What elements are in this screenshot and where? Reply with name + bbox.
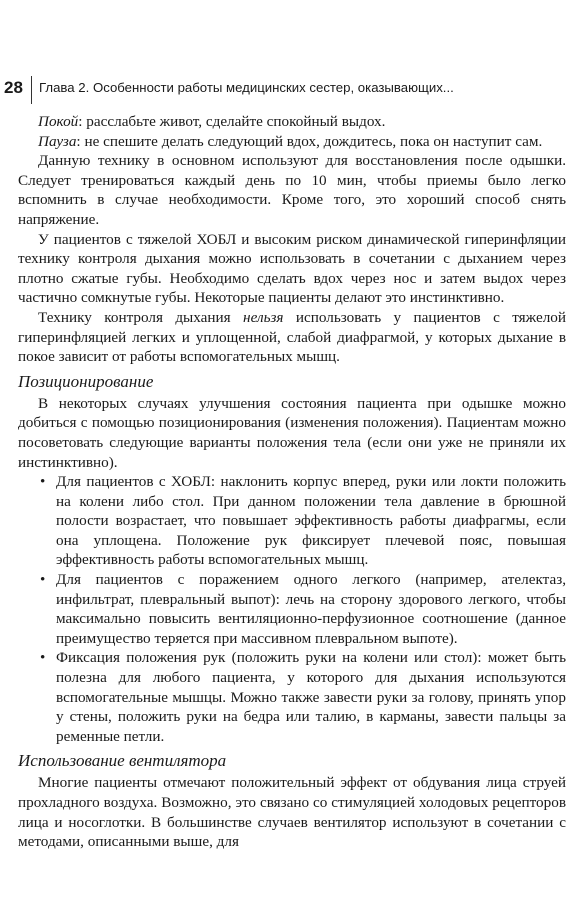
paragraph-contraindication: Технику контроля дыхания нельзя использовать у пациентов с тяжелой гиперинфляцией легких и уплощенной, слабой диафрагмой, у которых дыхание в покое зависит от работы вспомогательных мышц.	[18, 308, 566, 366]
bullet-marker: •	[40, 649, 46, 667]
paragraph-copd-patients: У пациентов с тяжелой ХОБЛ и высоким риском динамической гиперинфляции технику контроля дыхания можно использовать в сочетании с дыханием через плотно сжатые губы. Необходимо сделать вдох через нос и затем выдох через частично сомкнутые губы. Некоторые пациенты делают это инстинктивно.	[18, 230, 566, 307]
header-divider	[31, 76, 32, 104]
bullet-marker: •	[40, 473, 46, 491]
page-header	[0, 76, 572, 104]
text-calm: : расслабьте живот, сделайте спокойный выдох.	[78, 113, 386, 130]
list-item: • Для пациентов с ХОБЛ: наклонить корпус вперед, руки или локти положить на колени либо стол. При данном положении тела давление в брюшной полости возрастает, что повышает эффективность работы диафрагмы, если она уплощена. Положение рук фиксирует плечевой пояс, повышая эффективность работы вспомогательных мышц.	[40, 473, 566, 569]
running-head: Глава 2. Особенности работы медицинских сестер, оказывающих...	[39, 80, 454, 95]
page-body	[18, 112, 566, 852]
term-calm: Покой	[38, 113, 79, 130]
emphasis-forbidden: нельзя	[243, 308, 284, 326]
positioning-list	[18, 472, 566, 746]
term-pause: Пауза	[38, 132, 77, 150]
paragraph-pause	[18, 132, 566, 152]
list-item: • Для пациентов с поражением одного легкого (например, ателектаз, инфильтрат, плевральный выпот): лечь на сторону здорового легкого, чтобы максимально повысить вентиляционно-перфузионное соотношение (данное преимущество теряется при массивном плевральном выпоте).	[40, 571, 566, 647]
text-pause: : не спешите делать следующий вдох, дождитесь, пока он наступит сам.	[76, 132, 543, 150]
paragraph-fan: Многие пациенты отмечают положительный эффект от обдувания лица струей прохладного воздуха. Возможно, это связано со стимуляцией холодовых рецепторов лица и носоглотки. В большинстве случаев вентилятор используют в сочетании с методами, описанными выше, для	[18, 774, 566, 851]
section-heading-fan: Использование вентилятора	[18, 751, 227, 771]
list-item: • Фиксация положения рук (положить руки на колени или стол): может быть полезна для любого пациента, у которого для дыхания используются вспомогательные мышцы. Можно также завести руки за голову, принять упор у стены, положить руки на бедра или талию, в карманы, завести пальцы за ременные петли.	[40, 649, 566, 745]
bullet-marker: •	[40, 571, 46, 589]
paragraph-technique-usage: Данную технику в основном используют для восстановления после одышки. Следует тренироваться каждый день по 10 мин, чтобы приемы было легко вспомнить в случае необходимости. Кроме того, это хороший способ снять напряжение.	[18, 152, 566, 228]
page-number: 28	[4, 78, 23, 97]
paragraph-calm	[18, 112, 566, 132]
section-heading-positioning: Позиционирование	[18, 371, 154, 391]
paragraph-positioning-intro: В некоторых случаях улучшения состояния пациента при одышке можно добиться с помощью позиционирования (изменения положения). Пациентам можно посоветовать следующие варианты положения тела (если они уже не приняли их инстинктивно).	[18, 394, 566, 471]
